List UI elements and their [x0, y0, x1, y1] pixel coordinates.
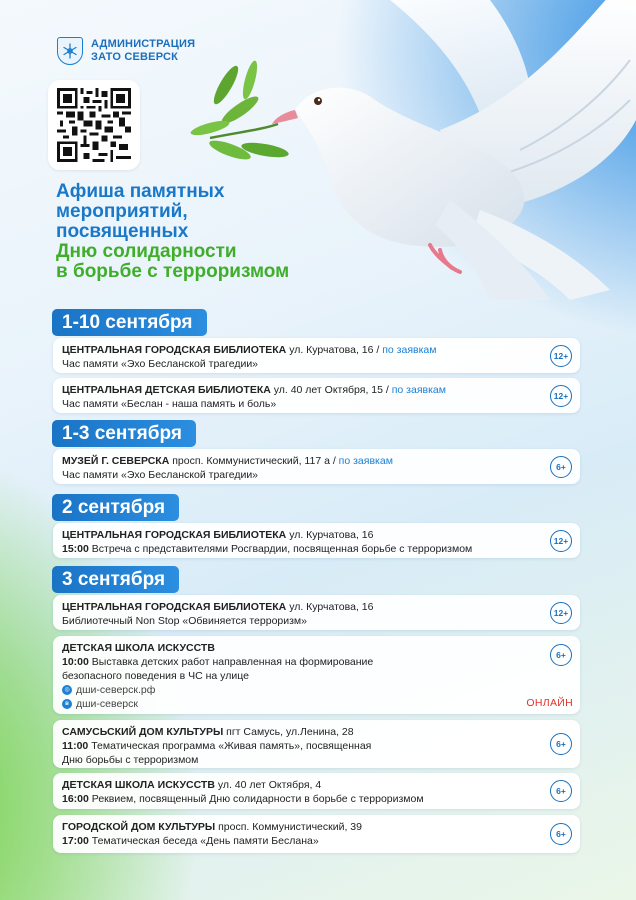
vk-link[interactable]: [62, 697, 530, 711]
event-card: [53, 720, 580, 768]
date-header-1-10-sep: 1-10 сентября: [52, 309, 207, 336]
event-description: Час памяти «Беслан - наша память и боль»: [62, 398, 277, 410]
event-address: ул. 40 лет Октября, 15 /: [270, 384, 392, 396]
date-header-1-3-sep: 1-3 сентября: [52, 420, 196, 447]
event-venue: ЦЕНТРАЛЬНАЯ ГОРОДСКАЯ БИБЛИОТЕКА: [62, 529, 287, 541]
title-line-4: Дню солидарности: [56, 241, 237, 262]
age-rating-badge: 6+: [550, 733, 572, 755]
org-logo: [57, 37, 195, 65]
event-description-line2: Дню борьбы с терроризмом: [62, 754, 199, 766]
event-description-line1: Выставка детских работ направленная на формирование: [88, 656, 374, 668]
event-address: ул. 40 лет Октября, 4: [214, 779, 322, 791]
vk-link-text: дши-северск: [76, 698, 138, 710]
snowflake-emblem-icon: [57, 37, 83, 65]
event-time: 11:00: [62, 740, 89, 752]
event-card: [53, 338, 580, 373]
event-description: Реквием, посвященный Дню солидарности в борьбе с терроризмом: [88, 793, 424, 805]
event-description: Библиотечный Non Stop «Обвиняется терроризм»: [62, 615, 307, 627]
org-name: [91, 38, 195, 64]
event-card: [53, 449, 580, 484]
vk-icon: в: [62, 699, 72, 709]
apply-link[interactable]: по заявкам: [391, 384, 446, 396]
event-description: Час памяти «Эхо Бесланской трагедии»: [62, 469, 259, 481]
event-description: Встреча с представителями Росгвардии, посвященная борьбе с терроризмом: [88, 543, 473, 555]
event-venue: ГОРОДСКОЙ ДОМ КУЛЬТУРЫ: [62, 821, 216, 833]
event-card: [53, 595, 580, 630]
title-line-3: посвященных: [56, 221, 189, 242]
event-card: [53, 815, 580, 853]
event-address: ул. Курчатова, 16: [286, 529, 374, 541]
age-rating-badge: 6+: [550, 823, 572, 845]
org-name-line1: АДМИНИСТРАЦИЯ: [91, 38, 196, 50]
age-rating-badge: 6+: [550, 456, 572, 478]
website-link[interactable]: [62, 683, 530, 697]
event-card: [53, 378, 580, 413]
poster-title: [56, 182, 289, 282]
event-description: Тематическая беседа «День памяти Беслана»: [88, 835, 319, 847]
event-venue: САМУСЬСКИЙ ДОМ КУЛЬТУРЫ: [62, 726, 224, 738]
event-address: ул. Курчатова, 16: [286, 601, 374, 613]
event-venue: ЦЕНТРАЛЬНАЯ ДЕТСКАЯ БИБЛИОТЕКА: [62, 384, 271, 396]
title-line-5: в борьбе с терроризмом: [56, 261, 290, 282]
event-venue: МУЗЕЙ Г. СЕВЕРСКА: [62, 455, 170, 467]
event-time: 10:00: [62, 656, 89, 668]
event-address: просп. Коммунистический, 117 а /: [169, 455, 339, 467]
apply-link[interactable]: по заявкам: [338, 455, 393, 467]
event-description-line2: безопасного поведения в ЧС на улице: [62, 670, 249, 682]
qr-code-icon: [56, 88, 132, 162]
event-venue: ЦЕНТРАЛЬНАЯ ГОРОДСКАЯ БИБЛИОТЕКА: [62, 344, 287, 356]
event-description: Час памяти «Эхо Бесланской трагедии»: [62, 358, 259, 370]
event-card: [53, 523, 580, 558]
online-label: ОНЛАЙН: [526, 697, 573, 709]
age-rating-badge: 12+: [550, 345, 572, 367]
event-description-line1: Тематическая программа «Живая память», посвященная: [88, 740, 372, 752]
qr-code[interactable]: [48, 80, 140, 170]
event-time: 17:00: [62, 835, 89, 847]
event-address: ул. Курчатова, 16 /: [286, 344, 383, 356]
event-time: 15:00: [62, 543, 89, 555]
age-rating-badge: 6+: [550, 644, 572, 666]
website-link-text: дши-северск.рф: [76, 684, 156, 696]
age-rating-badge: 12+: [550, 385, 572, 407]
event-address: пгт Самусь, ул.Ленина, 28: [223, 726, 354, 738]
event-venue: ДЕТСКАЯ ШКОЛА ИСКУССТВ: [62, 642, 215, 654]
age-rating-badge: 12+: [550, 530, 572, 552]
event-time: 16:00: [62, 793, 89, 805]
date-header-3-sep: 3 сентября: [52, 566, 179, 593]
title-line-1: Афиша памятных: [56, 181, 225, 202]
event-address: просп. Коммунистический, 39: [215, 821, 362, 833]
org-name-line2: ЗАТО СЕВЕРСК: [91, 51, 179, 63]
event-card: [53, 773, 580, 809]
event-card: [53, 636, 580, 714]
age-rating-badge: 12+: [550, 602, 572, 624]
age-rating-badge: 6+: [550, 780, 572, 802]
date-header-2-sep: 2 сентября: [52, 494, 179, 521]
globe-icon: ◎: [62, 685, 72, 695]
apply-link[interactable]: по заявкам: [382, 344, 437, 356]
event-venue: ЦЕНТРАЛЬНАЯ ГОРОДСКАЯ БИБЛИОТЕКА: [62, 601, 287, 613]
event-venue: ДЕТСКАЯ ШКОЛА ИСКУССТВ: [62, 779, 215, 791]
title-line-2: мероприятий,: [56, 201, 188, 222]
